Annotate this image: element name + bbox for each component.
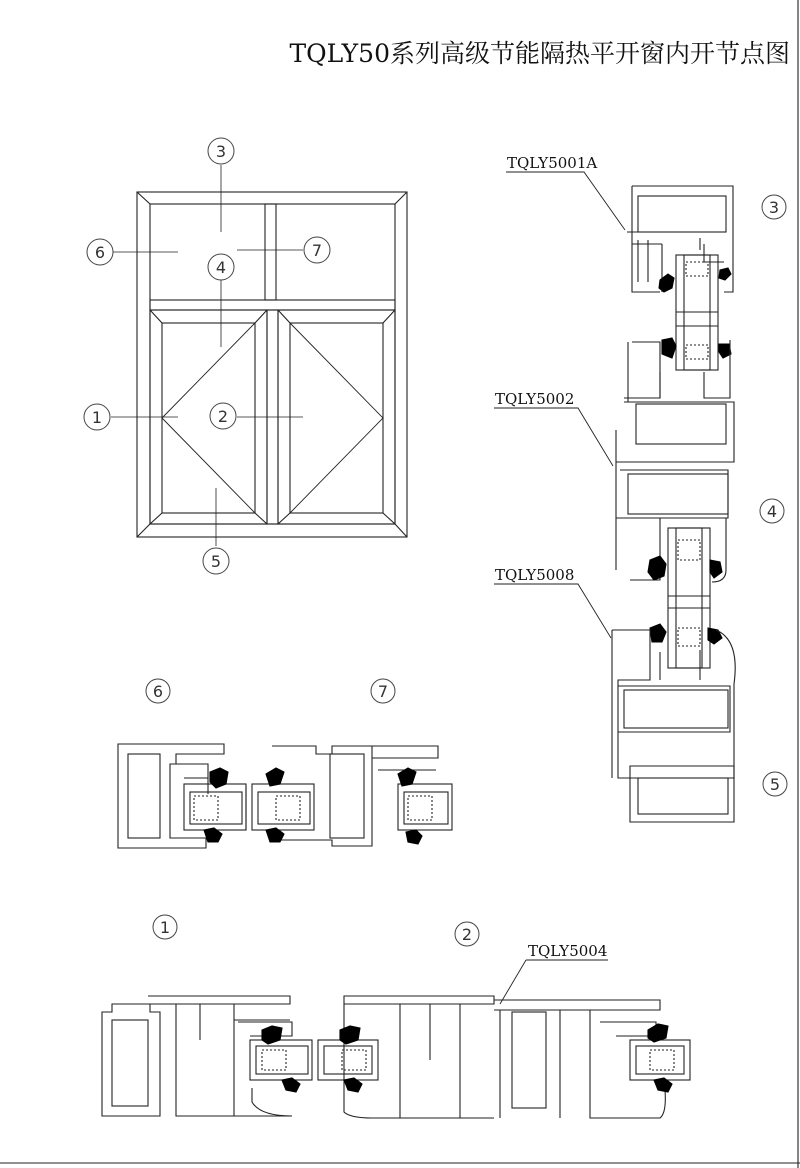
label-tqly5004: TQLY5004	[528, 942, 608, 960]
window-elevation	[111, 165, 407, 546]
marker-7b: 7	[377, 682, 389, 701]
label-tqly5001a: TQLY5001A	[507, 154, 598, 172]
marker-5b: 5	[769, 775, 781, 794]
marker-3: 3	[215, 142, 227, 161]
page-title: TQLY50系列高级节能隔热平开窗内开节点图	[289, 39, 790, 68]
marker-2b: 2	[461, 925, 473, 944]
marker-5: 5	[210, 552, 222, 571]
vertical-section	[494, 172, 735, 822]
marker-2: 2	[217, 407, 229, 426]
marker-6: 6	[94, 243, 106, 262]
section-markers	[84, 138, 787, 946]
marker-6b: 6	[152, 682, 164, 701]
marker-3b: 3	[768, 198, 780, 217]
marker-4: 4	[215, 258, 227, 277]
label-tqly5008: TQLY5008	[495, 566, 575, 584]
marker-1: 1	[91, 408, 103, 427]
marker-1b: 1	[159, 918, 171, 937]
label-tqly5002: TQLY5002	[495, 390, 575, 408]
horizontal-section-lower	[102, 960, 690, 1118]
marker-4b: 4	[766, 502, 778, 521]
horizontal-section-upper	[118, 744, 452, 848]
vertical-section-labels	[495, 154, 597, 584]
marker-7: 7	[311, 241, 323, 260]
horizontal-section-labels	[528, 942, 607, 960]
